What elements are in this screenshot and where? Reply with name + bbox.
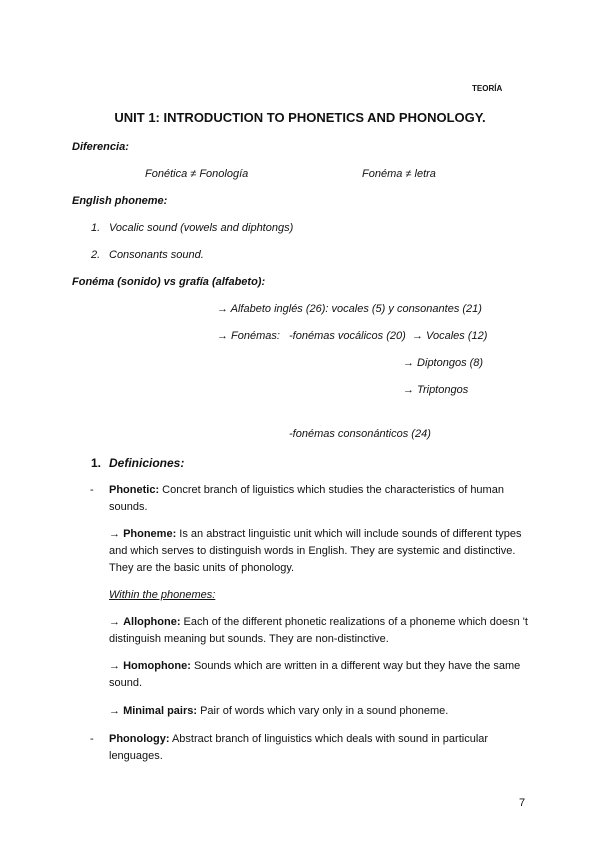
list-item: Vocalic sound (vowels and diphtongs)	[109, 222, 294, 234]
arrow-icon: →	[109, 660, 124, 672]
phonology-term: Phonology:	[109, 733, 170, 745]
vocales-line: → Vocales (12)	[412, 330, 488, 342]
diptongos-line: → Diptongos (8)	[403, 357, 484, 369]
page-number: 7	[519, 797, 526, 809]
phoneme-definition	[109, 526, 534, 577]
allophone-text: Each of the different phonetic realizations of a phoneme which doesn 't distinguish meaning but sounds. They are non-distinctive.	[109, 616, 528, 645]
phonology-definition	[109, 731, 529, 765]
page-title: UNIT 1: INTRODUCTION TO PHONETICS AND PHONOLOGY.	[114, 110, 486, 125]
homophone-definition	[109, 658, 534, 692]
allophone-term: Allophone:	[123, 616, 181, 628]
phonetic-term: Phonetic:	[109, 484, 160, 496]
homophone-term: Homophone:	[123, 660, 191, 672]
diferencia-left: Fonética ≠ Fonología	[145, 168, 249, 180]
section-label: TEORÍA	[472, 84, 503, 93]
diferencia-right: Fonéma ≠ letra	[362, 168, 436, 180]
minimal-pairs-text: Pair of words which vary only in a sound phoneme.	[197, 705, 449, 717]
definiciones-heading: Definiciones:	[109, 456, 185, 470]
bullet: -	[90, 733, 94, 745]
within-phonemes-subheading: Within the phonemes:	[109, 589, 216, 601]
english-phoneme-heading: English phoneme:	[72, 195, 168, 207]
list-item-number: 1.	[91, 222, 101, 234]
homophone-text: Sounds which are written in a different way but they have the same sound.	[109, 660, 521, 689]
alfabeto-line: → Alfabeto inglés (26): vocales (5) y consonantes (21)	[217, 303, 482, 315]
fonemas-consonanticos: -fonémas consonánticos (24)	[289, 428, 431, 440]
arrow-icon: →	[109, 705, 124, 717]
phoneme-term: Phoneme:	[123, 528, 177, 540]
minimal-pairs-term: Minimal pairs:	[123, 705, 198, 717]
phonetic-text: Concret branch of liguistics which studies the characteristics of human sounds.	[109, 484, 504, 513]
fonemas-label: → Fonémas:	[217, 330, 280, 342]
arrow-icon: →	[109, 616, 124, 628]
minimal-pairs-definition	[109, 703, 534, 720]
phoneme-text: Is an abstract linguistic unit which will include sounds of different types and which serves to distinguish words in English. They are systemic and distinctive. They are the basic units of phonology.	[109, 528, 522, 574]
list-item: Consonants sound.	[109, 249, 204, 261]
allophone-definition	[109, 614, 534, 648]
arrow-icon: →	[109, 528, 124, 540]
phonology-text: Abstract branch of linguistics which deals with sound in particular lenguages.	[109, 733, 489, 762]
bullet: -	[90, 484, 94, 496]
definiciones-number: 1.	[91, 456, 102, 470]
fonemas-vocalicos: -fonémas vocálicos (20)	[289, 330, 406, 342]
fonema-vs-grafia-heading: Fonéma (sonido) vs grafía (alfabeto):	[72, 276, 266, 288]
triptongos-line: → Triptongos	[403, 384, 469, 396]
diferencia-heading: Diferencia:	[72, 141, 129, 153]
list-item-number: 2.	[91, 249, 101, 261]
phonetic-definition	[109, 482, 529, 516]
